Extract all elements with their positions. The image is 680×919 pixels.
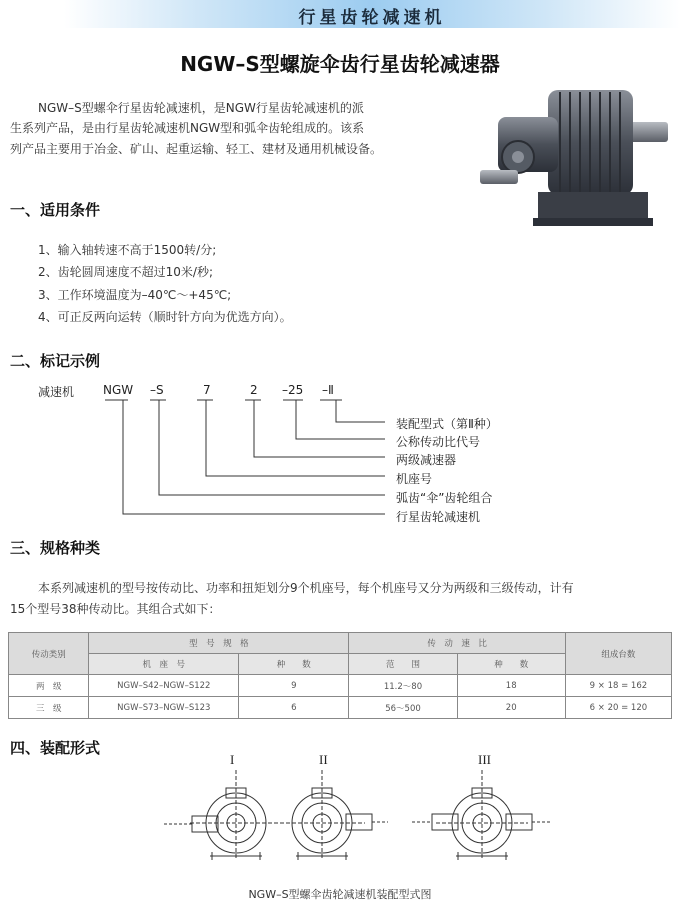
code-prefix: 减速机	[38, 385, 75, 399]
assembly-forms-drawing	[150, 768, 560, 863]
section-heading-conditions: 一、适用条件	[10, 201, 101, 219]
specs-para-line-2: 15个型号38种传动比。其组合式如下：	[10, 602, 221, 616]
cell-kinds: 9	[239, 675, 349, 697]
marking-label: 两级减速器	[396, 453, 457, 467]
code-part-ngw: NGW	[103, 383, 134, 397]
cell-type: 两 级	[9, 675, 89, 697]
table-row	[9, 697, 672, 719]
form-label-2: II	[319, 752, 328, 767]
code-part-ratio: –25	[282, 383, 304, 397]
marking-label: 机座号	[396, 472, 433, 486]
assembly-form-3	[412, 770, 552, 860]
subheader-count: 种 数	[457, 654, 565, 675]
cell-seat: NGW–S73–NGW–S123	[89, 697, 239, 719]
product-photo	[478, 82, 672, 230]
cell-count: 20	[457, 697, 565, 719]
code-part-seat: 7	[203, 383, 211, 397]
header-ratio: 传 动 速 比	[349, 633, 565, 654]
header-spec: 型 号 规 格	[89, 633, 349, 654]
figure-caption: NGW–S型螺伞齿轮减速机装配型式图	[248, 888, 432, 901]
code-part-assembly: –Ⅱ	[322, 383, 334, 397]
banner-title: 行星齿轮减速机	[298, 8, 446, 28]
intro-line-1: NGW–S型螺伞行星齿轮减速机，是NGW行星齿轮减速机的派	[38, 101, 364, 115]
code-part-s: –S	[150, 383, 164, 397]
form-label-1: I	[230, 752, 235, 767]
marking-label: 装配型式（第Ⅱ种）	[396, 417, 498, 431]
cell-total: 6 × 20 = 120	[565, 697, 671, 719]
marking-label: 行星齿轮减速机	[396, 510, 481, 524]
cell-total: 9 × 18 = 162	[565, 675, 671, 697]
header-type: 传动类别	[9, 633, 89, 675]
page-title: NGW–S型螺旋伞齿行星齿轮减速器	[180, 52, 500, 76]
intro-line-3: 列产品主要用于冶金、矿山、起重运输、轻工、建材及通用机械设备。	[10, 142, 383, 156]
marking-label: 弧齿“伞”齿轮组合	[396, 491, 493, 505]
cell-count: 18	[457, 675, 565, 697]
assembly-form-1	[164, 770, 278, 860]
condition-item: 1、输入轴转速不高于1500转/分;	[38, 243, 217, 257]
section-heading-specs: 三、规格种类	[10, 539, 101, 557]
marking-label: 公称传动比代号	[396, 435, 481, 449]
subheader-kinds: 种 数	[239, 654, 349, 675]
subheader-seat: 机 座 号	[89, 654, 239, 675]
section-heading-assembly: 四、装配形式	[10, 739, 101, 757]
cell-type: 三 级	[9, 697, 89, 719]
cell-range: 56～500	[349, 697, 457, 719]
cell-kinds: 6	[239, 697, 349, 719]
specs-para-line-1: 本系列减速机的型号按传动比、功率和扭矩划分9个机座号，每个机座号又分为两级和三级传动，计有	[38, 581, 574, 595]
condition-item: 4、可正反两向运转（顺时针方向为优选方向）。	[38, 310, 292, 324]
assembly-form-2	[280, 770, 388, 860]
table-row	[9, 675, 672, 697]
cell-range: 11.2～80	[349, 675, 457, 697]
form-label-3: III	[478, 752, 491, 767]
section-heading-marking: 二、标记示例	[10, 352, 101, 370]
cell-seat: NGW–S42–NGW–S122	[89, 675, 239, 697]
intro-line-2: 生系列产品，是由行星齿轮减速机NGW型和弧伞齿轮组成的。该系	[10, 121, 365, 135]
marking-leader-lines	[0, 395, 680, 530]
condition-item: 3、工作环境温度为–40℃～+45℃;	[38, 288, 232, 302]
spec-table	[8, 632, 672, 719]
condition-item: 2、齿轮圆周速度不超过10米/秒;	[38, 265, 213, 279]
header-total: 组成台数	[565, 633, 671, 675]
subheader-range: 范 围	[349, 654, 457, 675]
code-part-stage: 2	[250, 383, 258, 397]
